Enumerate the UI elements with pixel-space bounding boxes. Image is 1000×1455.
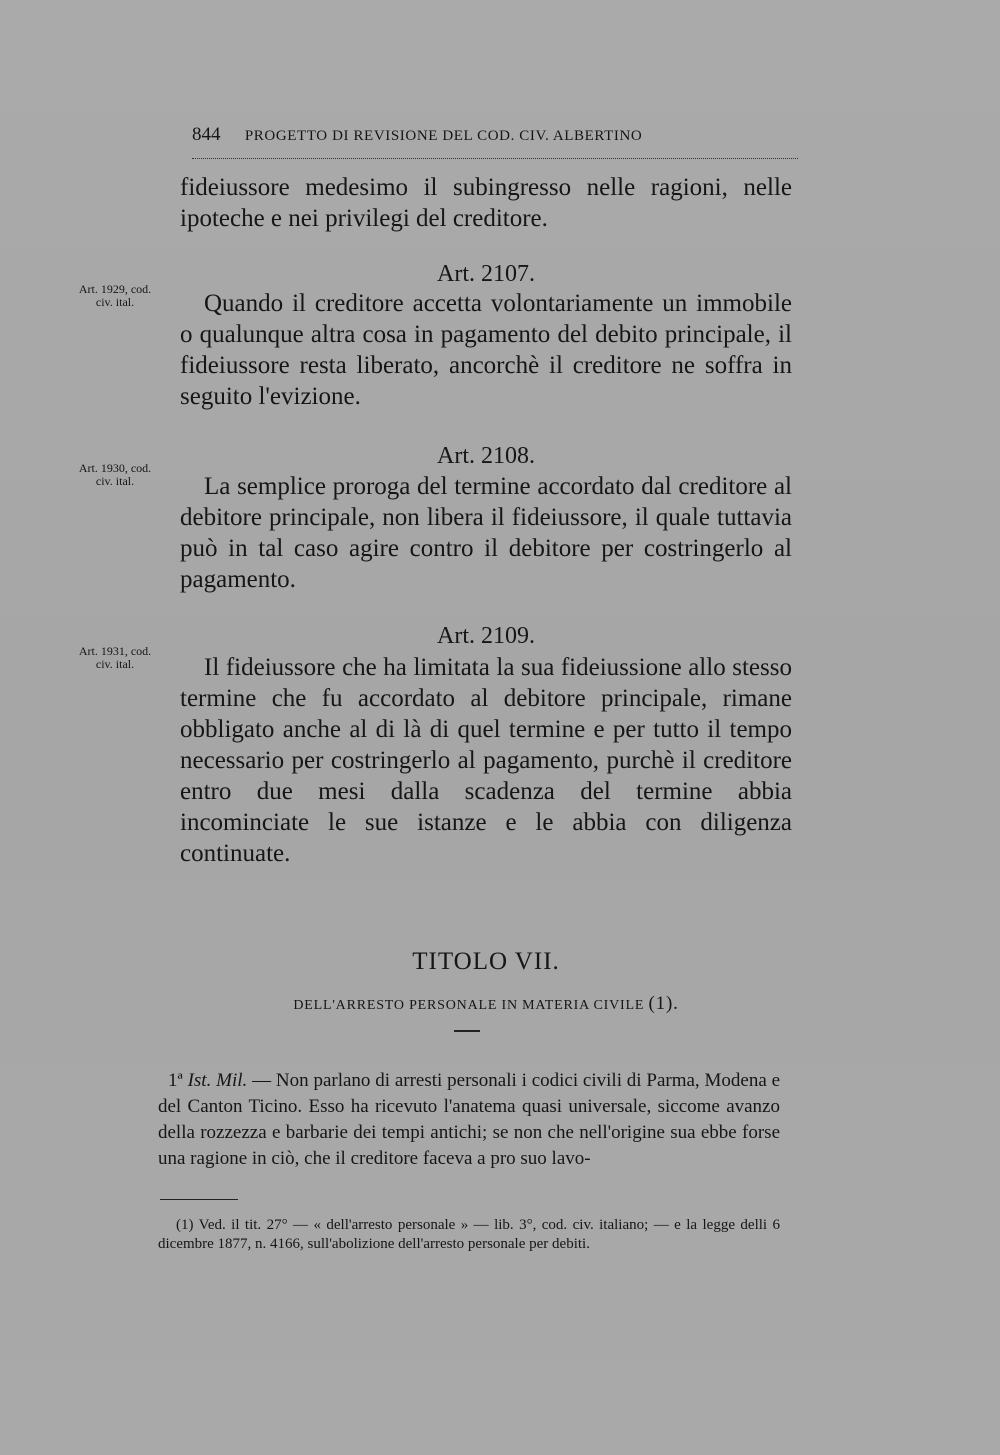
- section-subtitle: [180, 993, 792, 1015]
- article-heading-2108: Art. 2108.: [437, 443, 535, 469]
- margin-note-line: civ. ital.: [95, 474, 135, 488]
- footnote: [158, 1216, 780, 1254]
- section-divider: [454, 1030, 480, 1032]
- margin-note-2107: [60, 283, 170, 309]
- footnote-rule: [160, 1199, 238, 1200]
- running-title: PROGETTO DI REVISIONE DEL COD. CIV. ALBERTINO: [244, 128, 643, 144]
- article-text: Quando il creditore accetta volontariamente un immobile o qualunque altra cosa in pagamento del debito principale, il fideiussore resta liberato, ancorchè il creditore ne soffra in seguito l'evizione.: [180, 290, 792, 410]
- commentary-source: Ist. Mil.: [187, 1070, 248, 1091]
- margin-note-2108: [60, 462, 170, 488]
- section-title: TITOLO VII.: [412, 948, 560, 975]
- article-heading-2109: Art. 2109.: [437, 623, 535, 649]
- article-text: Il fideiussore che ha limitata la sua fideiussione allo stesso termine che fu accordato al debitore principale, rimane obbligato anche al di là di quel termine e per tutto il tempo necessario per costringerlo al pagamento, purchè il creditore entro due mesi dalla scadenza del termine abbia incominciate le sue istanze e le abbia con diligenza continuate.: [180, 654, 792, 867]
- margin-note-line: Art. 1930, cod.: [78, 461, 152, 475]
- footnote-text: (1) Ved. il tit. 27° — « dell'arresto personale » — lib. 3°, cod. civ. italiano; — e la legge delli 6 dicembre 1877, n. 4166, sull'abolizione dell'arresto personale per debiti.: [158, 1217, 780, 1252]
- article-heading-2107: Art. 2107.: [437, 261, 535, 287]
- header-rule: [192, 158, 798, 159]
- intro-text: fideiussore medesimo il subingresso nelle ragioni, nelle ipoteche e nei privilegi del creditore.: [180, 174, 792, 232]
- margin-note-line: Art. 1931, cod.: [78, 644, 152, 658]
- margin-note-line: civ. ital.: [95, 657, 135, 671]
- section-subtitle-text: DELL'ARRESTO PERSONALE IN MATERIA CIVILE: [293, 998, 645, 1013]
- commentary-number: 1ª: [168, 1070, 183, 1091]
- footnote-reference: (1).: [648, 993, 679, 1014]
- commentary-text: — Non parlano di arresti personali i codici civili di Parma, Modena e del Canton Ticino. Esso ha ricevuto l'anatema quasi universale, siccome avanzo della rozzezza e barbarie dei tempi antichi; se non che nell'origine sua ebbe forse una ragione in ciò, che il creditore faceva a pro suo lavo-: [158, 1070, 781, 1169]
- running-header: [192, 124, 802, 146]
- margin-note-2109: [60, 645, 170, 671]
- article-text: La semplice proroga del termine accordato dal creditore al debitore principale, non libera il fideiussore, il quale tuttavia può in tal caso agire contro il debitore per costringerlo al pagamento.: [180, 473, 792, 593]
- margin-note-line: civ. ital.: [95, 295, 135, 309]
- commentary-paragraph: [158, 1068, 780, 1172]
- margin-note-line: Art. 1929, cod.: [78, 282, 152, 296]
- intro-paragraph: [180, 172, 792, 234]
- article-body-2108: [180, 471, 792, 595]
- article-body-2109: [180, 652, 792, 869]
- page-number: 844: [192, 124, 221, 145]
- article-body-2107: [180, 288, 792, 412]
